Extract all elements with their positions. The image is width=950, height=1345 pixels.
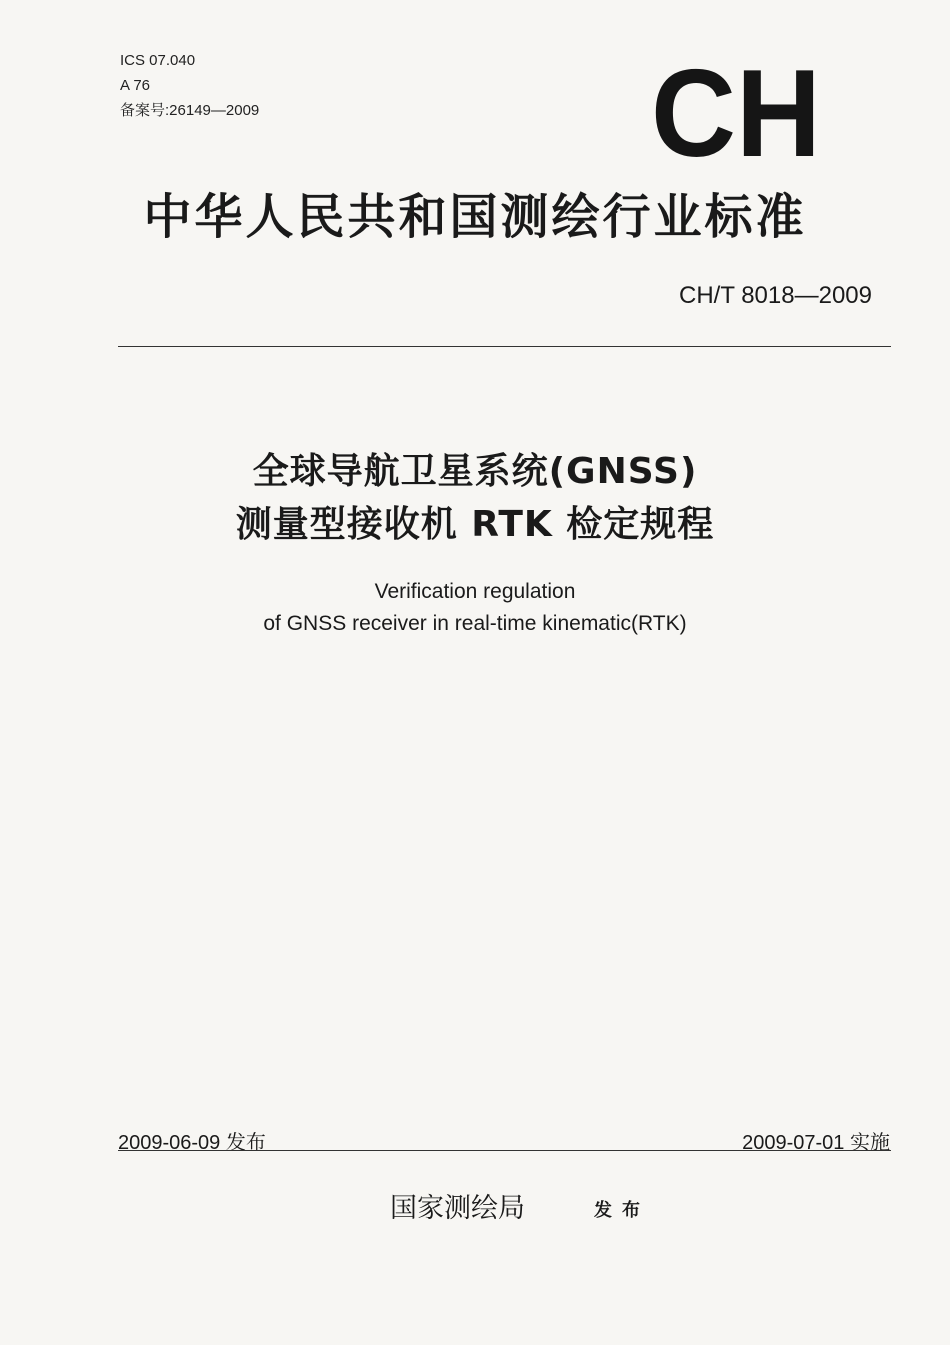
record-number: 备案号:26149—2009 <box>120 102 260 119</box>
document-title-en-line2: of GNSS receiver in real-time kinematic(RTK) <box>263 612 687 635</box>
top-divider <box>118 346 891 347</box>
ch-logo <box>648 60 824 164</box>
publish-label: 发布 <box>594 1200 650 1221</box>
issue-date: 2009-06-09 发布 <box>118 1132 266 1154</box>
ch-logo-graphic <box>648 60 824 164</box>
document-title-cn-line1: 全球导航卫星系统(GNSS) <box>252 451 698 492</box>
document-title-en-line1: Verification regulation <box>374 580 576 603</box>
implementation-date: 2009-07-01 实施 <box>742 1132 890 1154</box>
document-title-cn-line2: 测量型接收机 RTK 检定规程 <box>235 504 715 545</box>
ics-code: ICS 07.040 <box>120 52 196 69</box>
logo-text: CH <box>651 60 821 164</box>
standard-number: CH/T 8018—2009 <box>678 282 872 309</box>
standard-title: 中华人民共和国测绘行业标准 <box>143 189 807 245</box>
bottom-divider <box>118 1150 891 1151</box>
publisher-name: 国家测绘局 <box>390 1193 525 1224</box>
classification-code: A 76 <box>120 77 151 94</box>
metadata-block <box>120 48 259 123</box>
